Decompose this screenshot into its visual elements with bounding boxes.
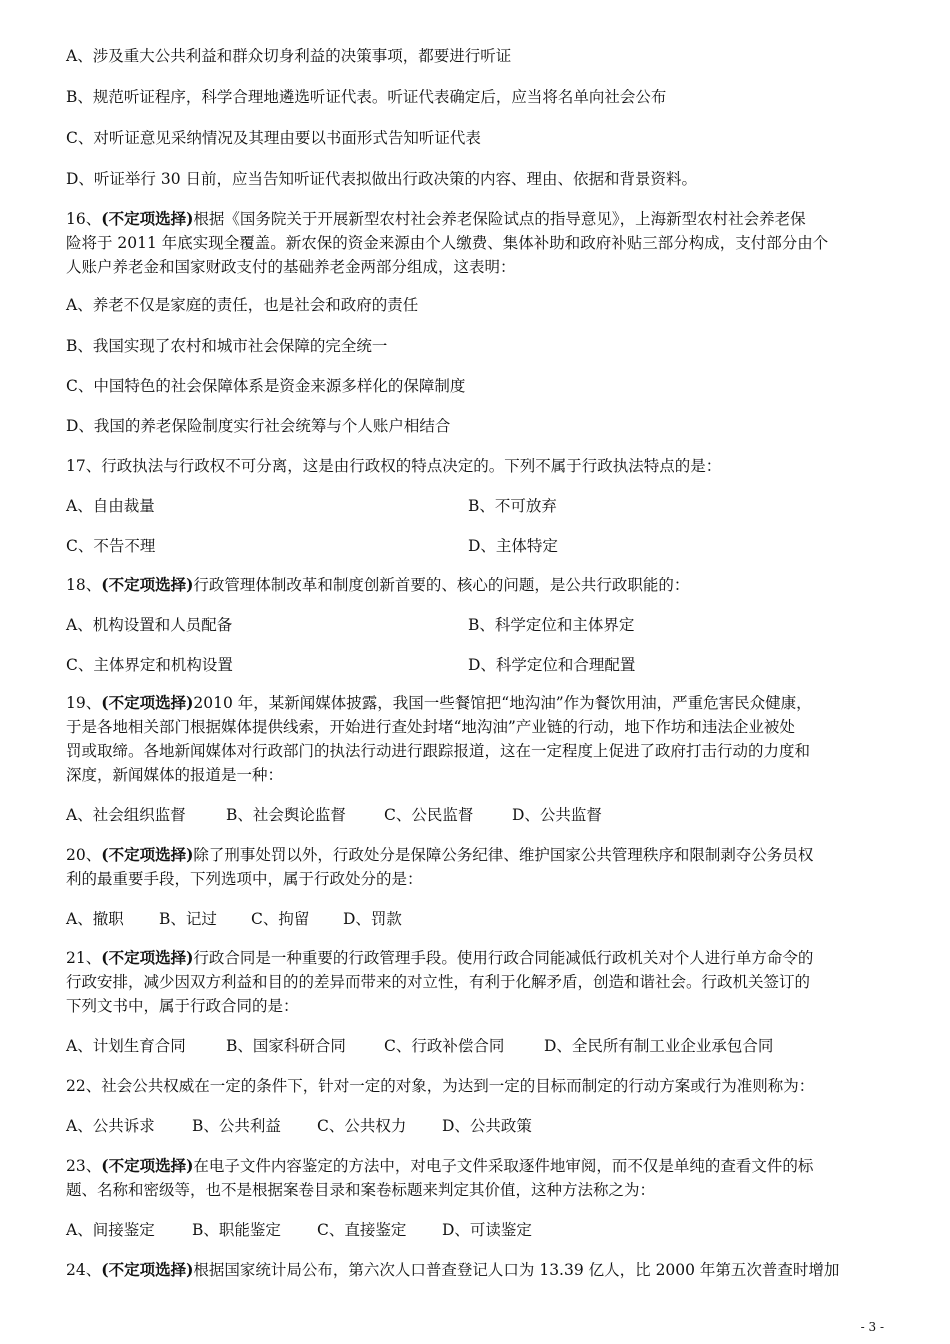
page-number: - 3 - (860, 1320, 884, 1334)
question-type-tag: (不定项选择) (101, 845, 194, 864)
q16-option-d: D、我国的养老保险制度实行社会统筹与个人账户相结合 (66, 417, 451, 435)
q22-option-c: C、公共权力 (317, 1117, 407, 1135)
q22-option-b: B、公共利益 (192, 1117, 281, 1135)
q21-option-d: D、全民所有制工业企业承包合同 (544, 1037, 774, 1055)
q16-stem-line-2: 险将于 2011 年底实现全覆盖。新农保的资金来源由个人缴费、集体补助和政府补贴三部分构成，支付部分由个 (66, 234, 829, 252)
q15-option-c: C、对听证意见采纳情况及其理由要以书面形式告知听证代表 (66, 129, 481, 147)
q18-option-a: A、机构设置和人员配备 (66, 616, 233, 634)
q20-stem-line-2: 利的最重要手段，下列选项中，属于行政处分的是： (66, 870, 423, 888)
q18-option-b: B、科学定位和主体界定 (468, 616, 635, 634)
q17-stem: 17、行政执法与行政权不可分离，这是由行政权的特点决定的。下列不属于行政执法特点的是： (66, 457, 722, 475)
question-type-tag: (不定项选择) (101, 575, 194, 594)
q17-option-d: D、主体特定 (468, 537, 558, 555)
q20-stem-line-1: 20、(不定项选择)除了刑事处罚以外，行政处分是保障公务纪律、维护国家公共管理秩序和限制剥夺公务员权 (66, 845, 814, 864)
q18-stem: 18、(不定项选择)行政管理体制改革和制度创新首要的、核心的问题，是公共行政职能的： (66, 575, 690, 594)
question-type-tag: (不定项选择) (101, 693, 194, 712)
q20-option-d: D、罚款 (343, 910, 402, 928)
q17-option-a: A、自由裁量 (66, 497, 155, 515)
q15-option-d: D、听证举行 30 日前，应当告知听证代表拟做出行政决策的内容、理由、依据和背景资料。 (66, 170, 698, 188)
question-type-tag: (不定项选择) (101, 1156, 194, 1175)
q21-option-c: C、行政补偿合同 (384, 1037, 505, 1055)
q21-stem-line-2: 行政安排，减少因双方利益和目的的差异而带来的对立性，有利于化解矛盾，创造和谐社会。行政机关签订的 (66, 973, 811, 991)
q23-option-b: B、职能鉴定 (192, 1221, 281, 1239)
q16-stem-line-3: 人账户养老金和国家财政支付的基础养老金两部分组成，这表明： (66, 258, 516, 276)
q19-option-d: D、公共监督 (512, 806, 602, 824)
q21-options (66, 1036, 773, 1056)
q21-stem-line-1: 21、(不定项选择)行政合同是一种重要的行政管理手段。使用行政合同能减低行政机关对个人进行单方命令的 (66, 948, 814, 967)
q20-options (66, 909, 402, 929)
q24-stem-line-1: 24、(不定项选择)根据国家统计局公布，第六次人口普查登记人口为 13.39 亿人，比 2000 年第五次普查时增加 (66, 1260, 840, 1279)
q17-option-b: B、不可放弃 (468, 497, 557, 515)
q19-option-b: B、社会舆论监督 (226, 806, 346, 824)
q16-stem-line-1: 16、(不定项选择)根据《国务院关于开展新型农村社会养老保险试点的指导意见》，上海新型农村社会养老保 (66, 209, 806, 228)
q16-option-b: B、我国实现了农村和城市社会保障的完全统一 (66, 337, 388, 355)
q18-option-d: D、科学定位和合理配置 (468, 656, 636, 674)
q22-options (66, 1116, 532, 1136)
q20-option-c: C、拘留 (251, 910, 310, 928)
q17-option-c: C、不告不理 (66, 537, 156, 555)
q23-stem-line-2: 题、名称和密级等，也不是根据案卷目录和案卷标题来判定其价值，这种方法称之为： (66, 1181, 656, 1199)
q20-option-b: B、记过 (159, 910, 217, 928)
q23-stem-line-1: 23、(不定项选择)在电子文件内容鉴定的方法中，对电子文件采取逐件地审阅，而不仅是单纯的查看文件的标 (66, 1156, 814, 1175)
question-type-tag: (不定项选择) (101, 209, 194, 228)
q19-stem-line-1: 19、(不定项选择)2010 年，某新闻媒体披露，我国一些餐馆把“地沟油”作为餐饮用油，严重危害民众健康， (66, 693, 812, 712)
q16-option-c: C、中国特色的社会保障体系是资金来源多样化的保障制度 (66, 377, 466, 395)
q22-stem: 22、社会公共权威在一定的条件下，针对一定的对象，为达到一定的目标而制定的行动方案或行为准则称为： (66, 1077, 815, 1095)
q20-option-a: A、撤职 (66, 910, 124, 928)
q19-option-a: A、社会组织监督 (66, 806, 186, 824)
q23-option-d: D、可读鉴定 (442, 1221, 532, 1239)
q15-option-b: B、规范听证程序，科学合理地遴选听证代表。听证代表确定后，应当将名单向社会公布 (66, 88, 667, 106)
q23-option-a: A、间接鉴定 (66, 1221, 155, 1239)
question-type-tag: (不定项选择) (101, 1260, 194, 1279)
q19-options (66, 805, 602, 825)
q16-option-a: A、养老不仅是家庭的责任，也是社会和政府的责任 (66, 296, 419, 314)
q22-option-d: D、公共政策 (442, 1117, 532, 1135)
q19-stem-line-4: 深度，新闻媒体的报道是一种： (66, 766, 284, 784)
q21-stem-line-3: 下列文书中，属于行政合同的是： (66, 997, 299, 1015)
q21-option-b: B、国家科研合同 (226, 1037, 346, 1055)
q23-options (66, 1220, 532, 1240)
q21-option-a: A、计划生育合同 (66, 1037, 186, 1055)
q19-stem-line-3: 罚或取缔。各地新闻媒体对行政部门的执法行动进行跟踪报道，这在一定程度上促进了政府打击行动的力度和 (66, 742, 811, 760)
q15-option-a: A、涉及重大公共利益和群众切身利益的决策事项，都要进行听证 (66, 47, 512, 65)
q23-option-c: C、直接鉴定 (317, 1221, 407, 1239)
question-type-tag: (不定项选择) (101, 948, 194, 967)
q19-option-c: C、公民监督 (384, 806, 474, 824)
q19-stem-line-2: 于是各地相关部门根据媒体提供线索，开始进行查处封堵“地沟油”产业链的行动，地下作坊和违法企业被处 (66, 718, 795, 736)
q22-option-a: A、公共诉求 (66, 1117, 155, 1135)
q18-option-c: C、主体界定和机构设置 (66, 656, 233, 674)
